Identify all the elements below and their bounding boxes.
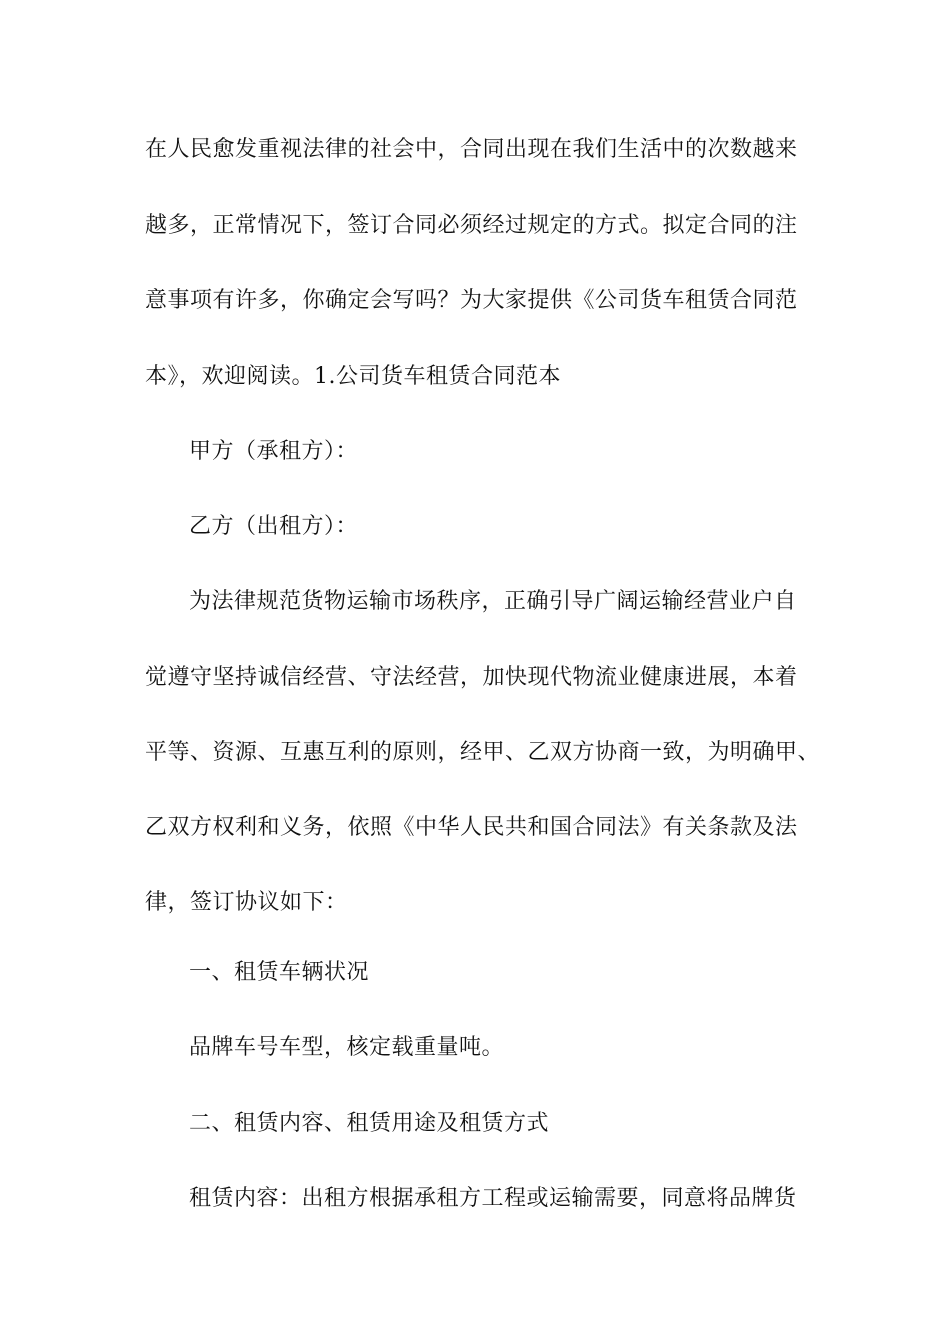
section-heading-lease-content: 二、租赁内容、租赁用途及租赁方式 (189, 1111, 550, 1136)
paragraph-intro-line-4: 本》，欢迎阅读。1.公司货车租赁合同范本 (145, 364, 561, 389)
lease-content-line-1: 租赁内容：出租方根据承租方工程或运输需要，同意将品牌货 (189, 1186, 797, 1211)
vehicle-details-line: 品牌车号车型，核定载重量吨。 (189, 1035, 505, 1060)
paragraph-intro-line-3: 意事项有许多，你确定会写吗？为大家提供《公司货车租赁合同范 (145, 288, 798, 313)
paragraph-purpose-line-3: 平等、资源、互惠互利的原则，经甲、乙双方协商一致，为明确甲、 (145, 740, 821, 765)
paragraph-intro-line-1: 在人民愈发重视法律的社会中，合同出现在我们生活中的次数越来 (145, 137, 798, 162)
paragraph-purpose-line-1: 为法律规范货物运输市场秩序，正确引导广阔运输经营业户自 (189, 589, 797, 614)
paragraph-purpose-line-4: 乙双方权利和义务，依照《中华人民共和国合同法》有关条款及法 (145, 815, 798, 840)
paragraph-purpose-line-5: 律，签订协议如下： (145, 890, 348, 915)
section-heading-vehicle: 一、租赁车辆状况 (189, 960, 370, 985)
paragraph-intro-line-2: 越多，正常情况下，签订合同必须经过规定的方式。拟定合同的注 (145, 213, 798, 238)
party-a-line: 甲方（承租方）： (189, 439, 359, 464)
party-b-line: 乙方（出租方）： (189, 514, 359, 539)
paragraph-purpose-line-2: 觉遵守坚持诚信经营、守法经营，加快现代物流业健康进展，本着 (145, 665, 798, 690)
